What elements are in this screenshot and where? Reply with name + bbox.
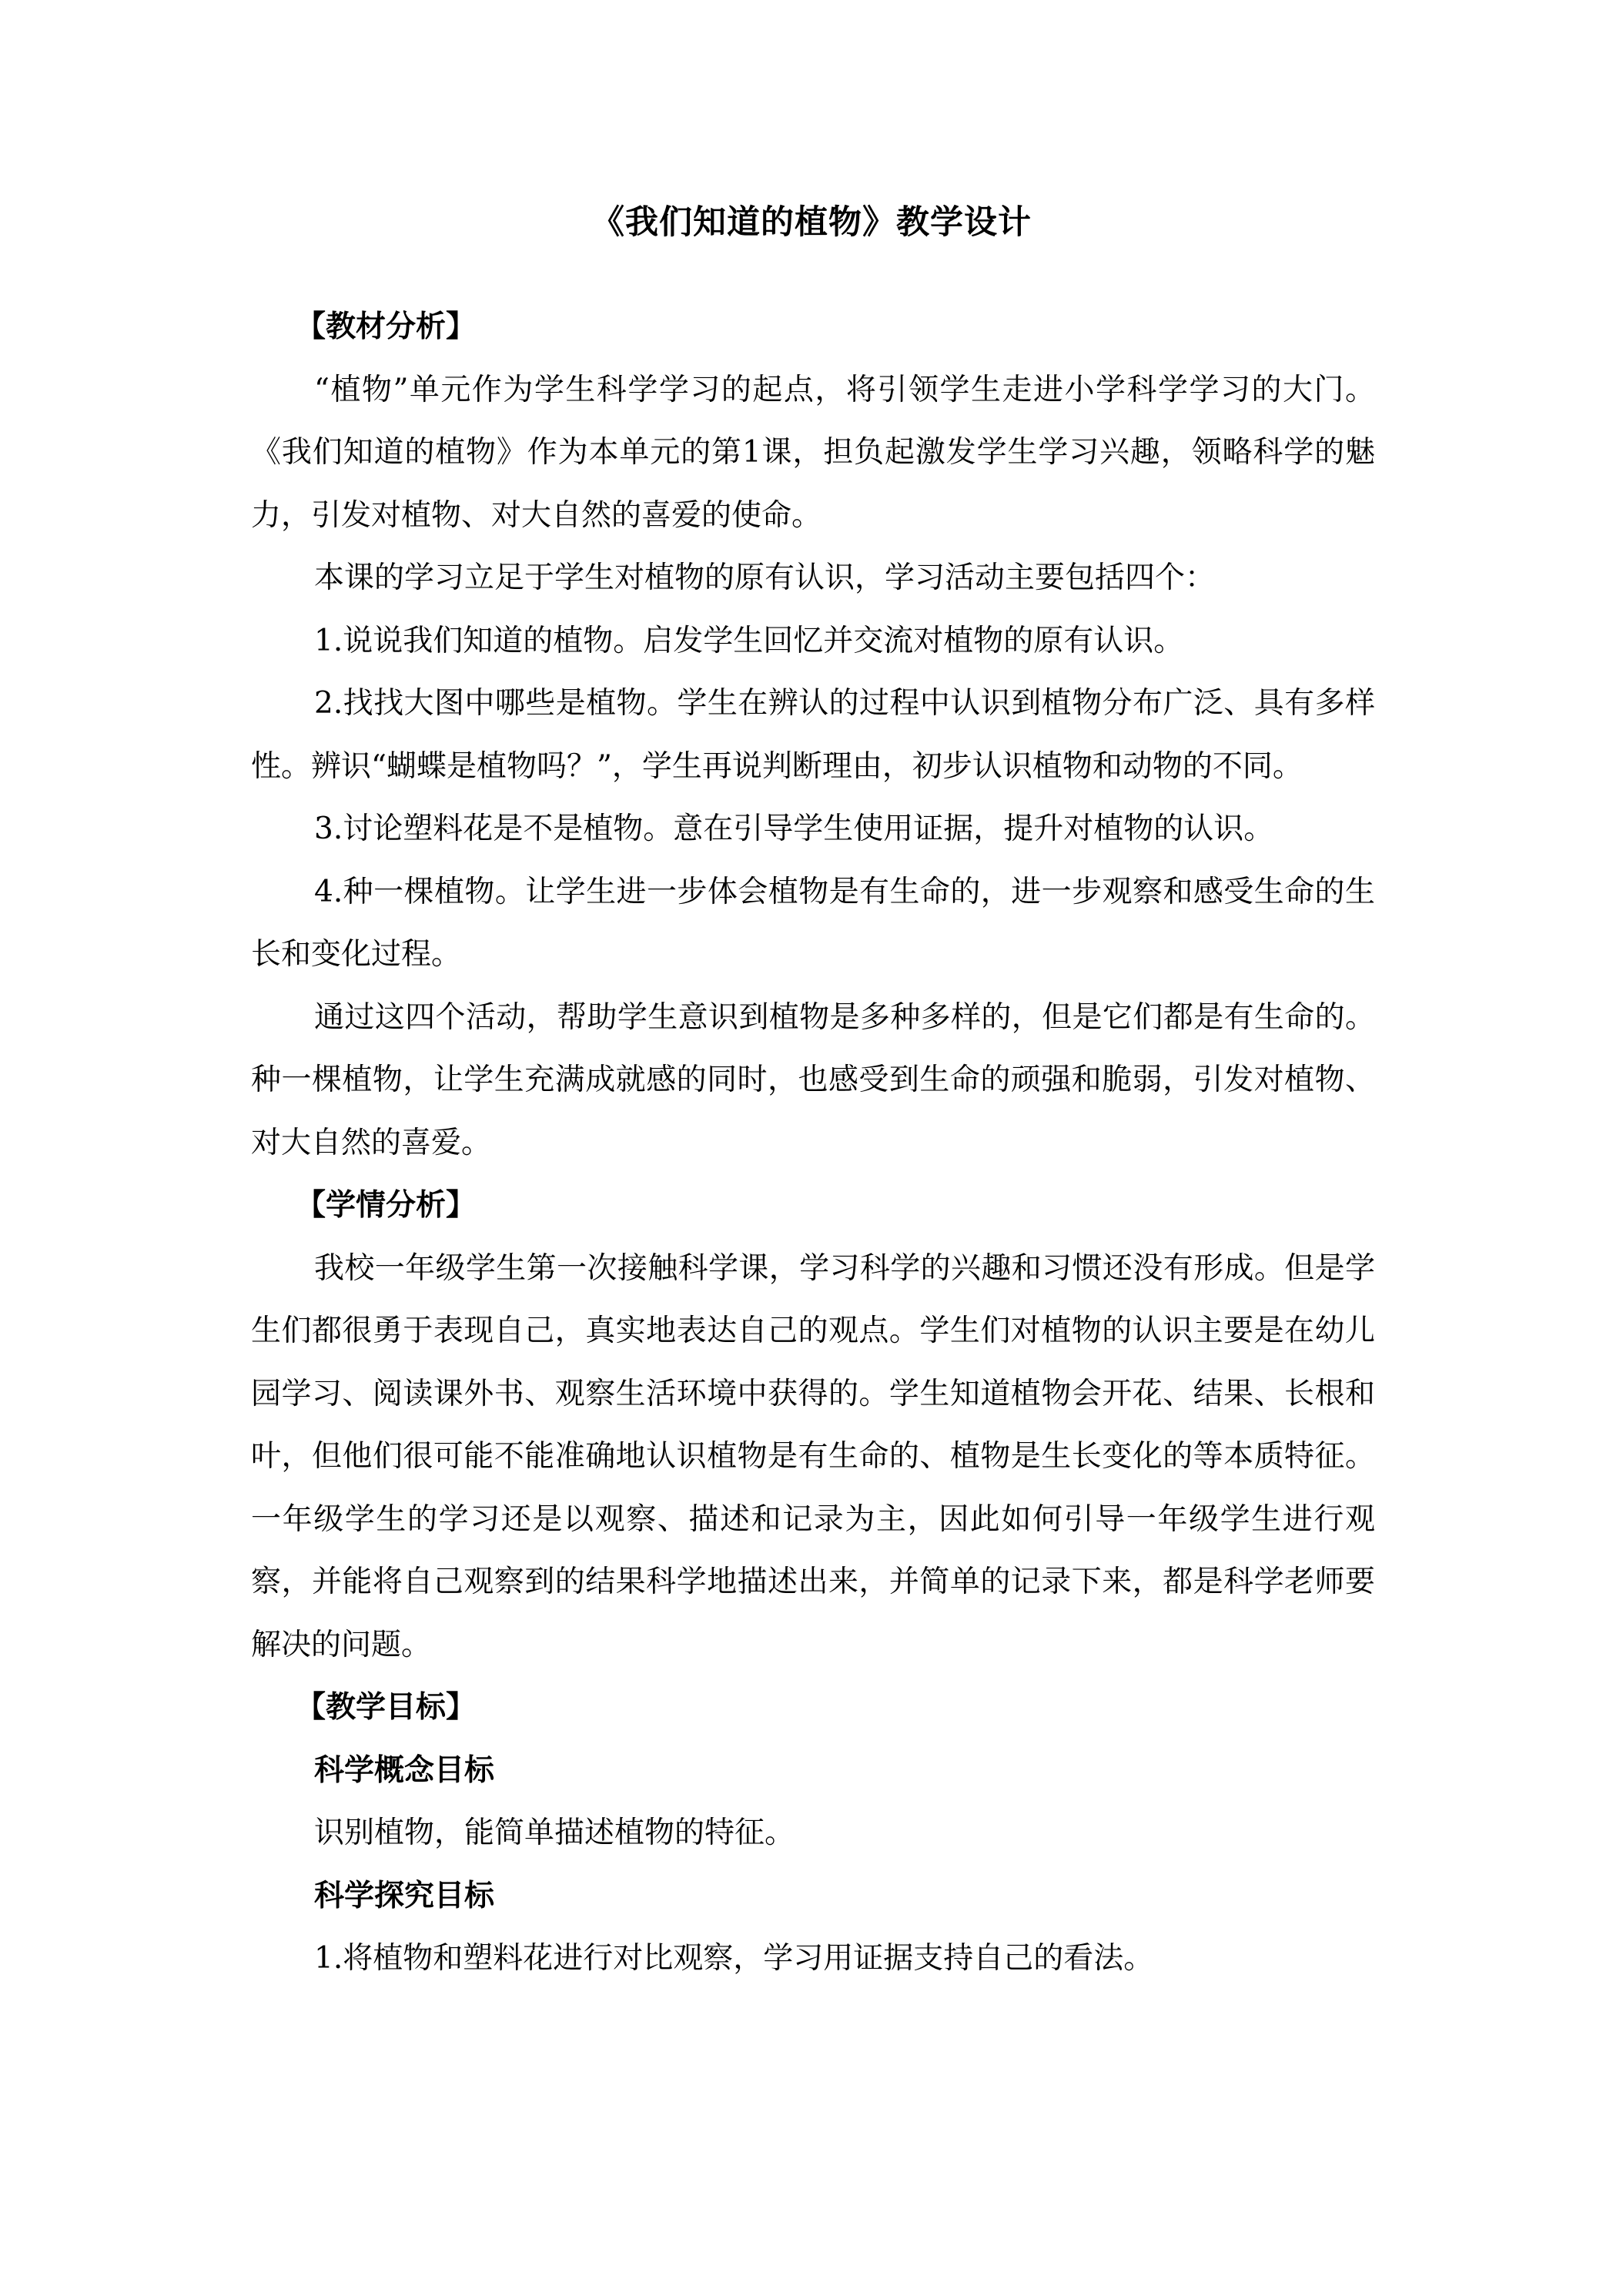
paragraph: “植物”单元作为学生科学学习的起点，将引领学生走进小学科学学习的大门。《我们知道的植物》作为本单元的第1课，担负起激发学生学习兴趣，领略科学的魅力，引发对植物、对大自然的喜爱的使命。 — [251, 372, 1375, 533]
list-item: 4.种一棵植物。让学生进一步体会植物是有生命的，进一步观察和感受生命的生长和变化过程。 — [251, 874, 1375, 972]
section-heading-material-analysis: 【教材分析】 — [296, 309, 477, 344]
document-title: 《我们知道的植物》教学设计 — [591, 203, 1032, 242]
section-heading-learner-analysis: 【学情分析】 — [296, 1187, 477, 1223]
paragraph: 我校一年级学生第一次接触科学课，学习科学的兴趣和习惯还没有形成。但是学生们都很勇于表现自己，真实地表达自己的观点。学生们对植物的认识主要是在幼儿园学习、阅读课外书、观察生活环境中获得的。学生知道植物会开花、结果、长根和叶，但他们很可能不能准确地认识植物是有生命的、植物是生长变化的等本质特征。一年级学生的学习还是以观察、描述和记录为主，因此如何引导一年级学生进行观察，并能将自己观察到的结果科学地描述出来，并简单的记录下来，都是科学老师要解决的问题。 — [251, 1250, 1375, 1662]
section-heading-teaching-goals: 【教学目标】 — [296, 1689, 477, 1725]
list-item: 1.将植物和塑料花进行对比观察，学习用证据支持自己的看法。 — [314, 1941, 1154, 1976]
subheading-inquiry-goals: 科学探究目标 — [314, 1877, 495, 1913]
list-item: 3.讨论塑料花是不是植物。意在引导学生使用证据，提升对植物的认识。 — [314, 812, 1274, 846]
paragraph: 本课的学习立足于学生对植物的原有认识，学习活动主要包括四个： — [314, 561, 1216, 595]
list-item: 1.说说我们知道的植物。启发学生回忆并交流对植物的原有认识。 — [314, 623, 1184, 658]
list-item: 2.找找大图中哪些是植物。学生在辨认的过程中认识到植物分布广泛、具有多样性。辨识“蝴蝶是植物吗？”，学生再说判断理由，初步认识植物和动物的不同。 — [251, 686, 1375, 784]
subheading-concept-goals: 科学概念目标 — [314, 1752, 495, 1788]
paragraph: 通过这四个活动，帮助学生意识到植物是多种多样的，但是它们都是有生命的。种一棵植物，让学生充满成就感的同时，也感受到生命的顽强和脆弱，引发对植物、对大自然的喜爱。 — [251, 999, 1375, 1160]
document-body — [251, 296, 1375, 1990]
paragraph: 识别植物，能简单描述植物的特征。 — [314, 1816, 795, 1850]
